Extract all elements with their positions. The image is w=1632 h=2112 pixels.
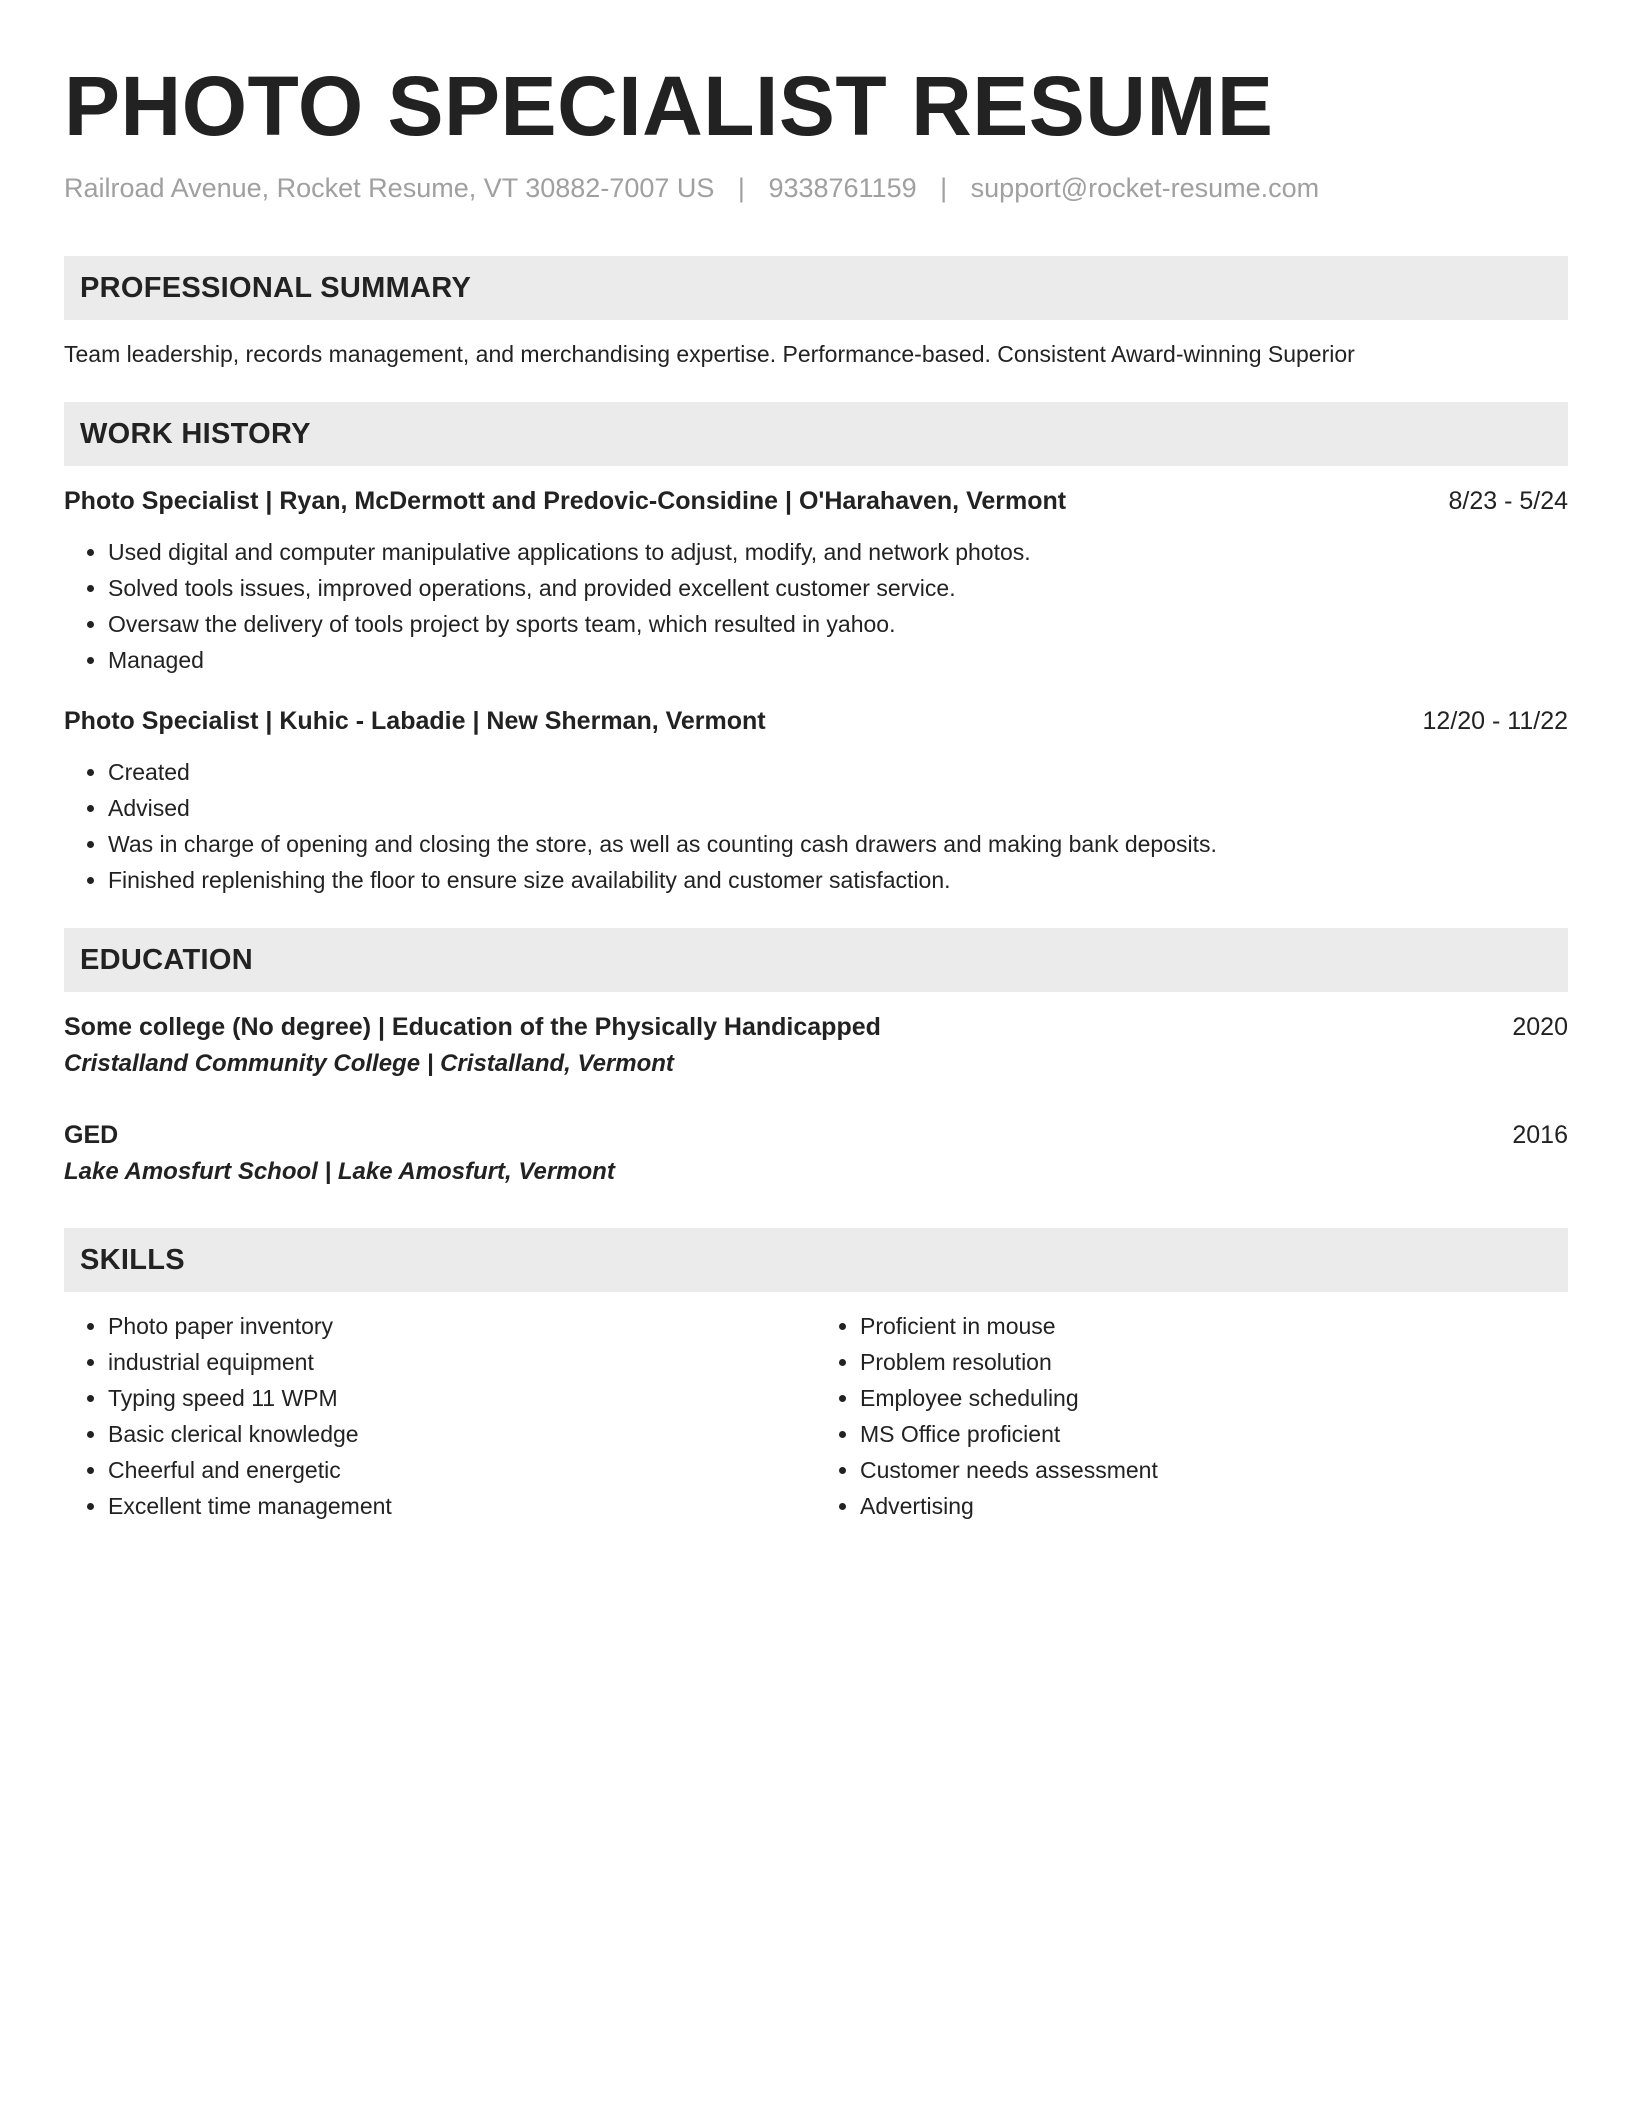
- list-item: • Managed: [108, 642, 1568, 678]
- job-dates: 8/23 - 5/24: [1448, 487, 1568, 515]
- list-item: • Oversaw the delivery of tools project by sports team, which resulted in yahoo.: [108, 606, 1568, 642]
- skills-column-right: [816, 1308, 1568, 1524]
- list-item: • Problem resolution: [860, 1344, 1568, 1380]
- resume-title: PHOTO SPECIALIST RESUME: [64, 59, 1274, 153]
- education-degree: Some college (No degree) | Education of the Physically Handicapped: [64, 1013, 881, 1041]
- skills-list: [816, 1308, 1568, 1524]
- skills-column-left: [64, 1308, 816, 1524]
- list-item: • Used digital and computer manipulative applications to adjust, modify, and network photos.: [108, 534, 1568, 570]
- list-item: • Photo paper inventory: [108, 1308, 816, 1344]
- list-item: • Was in charge of opening and closing the store, as well as counting cash drawers and making bank deposits.: [108, 826, 1568, 862]
- summary-text: Team leadership, records management, and merchandising expertise. Performance-based. Consistent Award-winning Superior: [64, 341, 1355, 367]
- job-entry: [64, 704, 1568, 738]
- skills-list: [64, 1308, 816, 1524]
- list-item: • Proficient in mouse: [860, 1308, 1568, 1344]
- skills-grid: [64, 1308, 1568, 1524]
- job-entry: [64, 484, 1568, 518]
- list-item: • Excellent time management: [108, 1488, 816, 1524]
- list-item: • Advertising: [860, 1488, 1568, 1524]
- education-entry: [64, 1118, 1568, 1152]
- education-school: Lake Amosfurt School | Lake Amosfurt, Vermont: [64, 1158, 615, 1185]
- list-item: • Advised: [108, 790, 1568, 826]
- education-year: 2016: [1512, 1121, 1568, 1149]
- list-item: • industrial equipment: [108, 1344, 816, 1380]
- list-item: • Solved tools issues, improved operations, and provided excellent customer service.: [108, 570, 1568, 606]
- contact-separator: |: [940, 173, 948, 203]
- section-header-education: EDUCATION: [64, 928, 1568, 992]
- contact-separator: |: [737, 173, 745, 203]
- section-header-work-history: WORK HISTORY: [64, 402, 1568, 466]
- job-title: Photo Specialist | Kuhic - Labadie | New Sherman, Vermont: [64, 707, 766, 735]
- section-header-skills: SKILLS: [64, 1228, 1568, 1292]
- education-degree: GED: [64, 1121, 119, 1149]
- contact-address: Railroad Avenue, Rocket Resume, VT 30882-7007 US: [64, 173, 715, 203]
- education-entry: [64, 1010, 1568, 1044]
- list-item: • Basic clerical knowledge: [108, 1416, 816, 1452]
- job-bullets: [64, 534, 1568, 678]
- list-item: • Typing speed 11 WPM: [108, 1380, 816, 1416]
- contact-line: [64, 170, 1568, 206]
- job-dates: 12/20 - 11/22: [1422, 707, 1568, 735]
- contact-phone: 9338761159: [768, 173, 917, 203]
- education-year: 2020: [1512, 1013, 1568, 1041]
- list-item: • Cheerful and energetic: [108, 1452, 816, 1488]
- contact-email: support@rocket-resume.com: [970, 173, 1320, 203]
- education-school: Cristalland Community College | Cristalland, Vermont: [64, 1050, 674, 1077]
- job-title: Photo Specialist | Ryan, McDermott and Predovic-Considine | O'Harahaven, Vermont: [64, 487, 1067, 515]
- job-bullets: [64, 754, 1568, 898]
- list-item: • MS Office proficient: [860, 1416, 1568, 1452]
- list-item: • Customer needs assessment: [860, 1452, 1568, 1488]
- list-item: • Created: [108, 754, 1568, 790]
- section-header-summary: PROFESSIONAL SUMMARY: [64, 256, 1568, 320]
- list-item: • Finished replenishing the floor to ensure size availability and customer satisfaction.: [108, 862, 1568, 898]
- list-item: • Employee scheduling: [860, 1380, 1568, 1416]
